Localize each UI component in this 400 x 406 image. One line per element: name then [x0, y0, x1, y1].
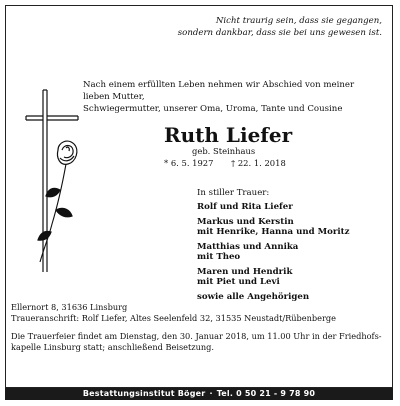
intro-text	[83, 79, 383, 115]
mourner-line: Maren und Hendrik	[197, 266, 293, 277]
service-line-2: kapelle Linsburg statt; anschließend Beisetzung.	[11, 342, 214, 352]
mourner-line: mit Theo	[197, 252, 241, 262]
funeral-service-info	[11, 331, 391, 353]
mourner-group	[197, 202, 387, 213]
motto-quote	[178, 15, 382, 39]
funeral-home-phone: Tel. 0 50 21 - 9 78 90	[216, 389, 316, 398]
service-line-1: Die Trauerfeier findet am Dienstag, den 30. Januar 2018, um 11.00 Uhr in der Friedhofs-	[11, 331, 382, 341]
mourner-group	[197, 292, 387, 303]
intro-line-1: Nach einem erfüllten Leben nehmen wir Abschied von meiner lieben Mutter,	[83, 80, 355, 102]
footer-separator: ·	[209, 389, 213, 398]
home-address: Ellernort 8, 31636 Linsburg	[11, 302, 128, 312]
deceased-name: Ruth Liefer	[164, 123, 293, 147]
mourner-line: mit Piet und Levi	[197, 277, 280, 287]
address-block	[11, 302, 391, 324]
obituary-notice	[5, 5, 393, 401]
cross-with-rose-icon	[22, 86, 82, 276]
birth-date: * 6. 5. 1927	[164, 158, 214, 168]
motto-line-2: sondern dankbar, dass sie bei uns gewesen ist.	[177, 28, 382, 38]
mourners-list	[197, 202, 387, 306]
mourner-line: Rolf und Rita Liefer	[197, 202, 293, 212]
mourner-line: sowie alle Angehörigen	[197, 291, 310, 302]
funeral-home-footer	[5, 388, 393, 400]
death-date: † 22. 1. 2018	[231, 158, 286, 168]
mourner-group	[197, 217, 387, 238]
mourner-group	[197, 267, 387, 288]
motto-line-1: Nicht traurig sein, dass sie gegangen,	[215, 16, 382, 26]
notice-frame	[5, 5, 393, 388]
mourners-intro: In stiller Trauer:	[197, 188, 270, 198]
mourner-line: Markus und Kerstin	[197, 216, 294, 227]
intro-line-2: Schwiegermutter, unserer Oma, Uroma, Tante und Cousine	[83, 104, 343, 114]
maiden-name: geb. Steinhaus	[192, 146, 256, 156]
mourner-group	[197, 242, 387, 263]
mourning-address: Traueranschrift: Rolf Liefer, Altes Seelenfeld 32, 31535 Neustadt/Rübenberge	[11, 313, 337, 323]
funeral-home-name: Bestattungsinstitut Böger	[82, 389, 206, 398]
mourner-line: Matthias und Annika	[197, 241, 299, 252]
mourner-line: mit Henrike, Hanna und Moritz	[197, 227, 350, 237]
